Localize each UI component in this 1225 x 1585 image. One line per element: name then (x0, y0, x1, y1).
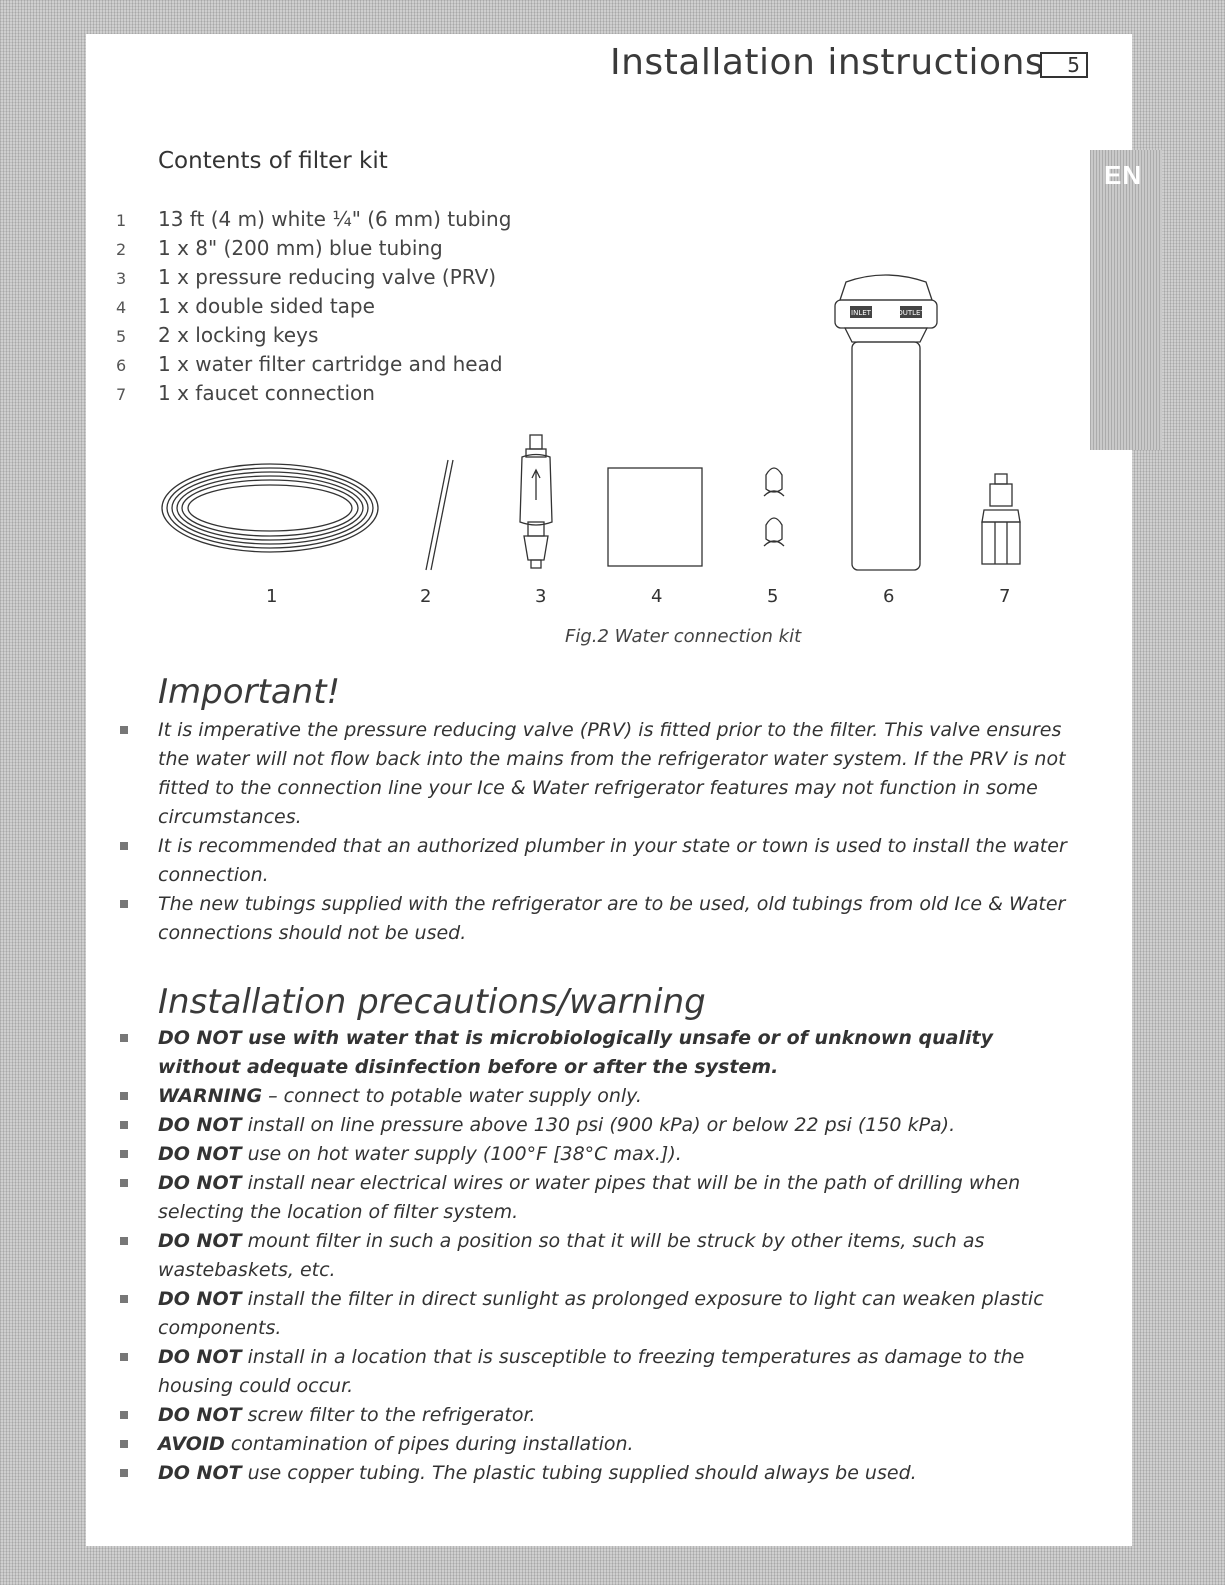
bullet-bold-text: AVOID (158, 1433, 225, 1455)
bullet-text: It is imperative the pressure reducing valve (PRV) is fitted prior to the filter. This valve ensures the water will not flow back into the mains from the refrigerator water system. If the PRV is not fitted to the connection line your Ice & Water refrigerator features may not function in some circumstances. (158, 719, 1066, 828)
bullet-icon (120, 842, 128, 850)
list-item (116, 1169, 1046, 1227)
item-text: 1 x pressure reducing valve (PRV) (158, 265, 497, 289)
precautions-bullets (116, 1024, 1046, 1488)
blue-tubing-icon (426, 460, 453, 570)
bullet-text: install the filter in direct sunlight as prolonged exposure to light can weaken plastic components. (158, 1288, 1044, 1339)
item-number: 7 (116, 385, 127, 404)
bullet-icon (120, 1237, 128, 1245)
bullet-bold-text: DO NOT (158, 1288, 242, 1310)
figure-caption: Fig.2 Water connection kit (565, 626, 802, 647)
bullet-text: contamination of pipes during installation. (224, 1433, 634, 1455)
figure-number: 7 (999, 586, 1011, 607)
bullet-icon (120, 1179, 128, 1187)
bullet-text: install near electrical wires or water pipes that will be in the path of drilling when selecting the location of filter system. (158, 1172, 1021, 1223)
bullet-text: screw filter to the refrigerator. (241, 1404, 536, 1426)
item-text: 1 x faucet connection (158, 381, 375, 405)
list-item (116, 1024, 1046, 1082)
bullet-text: mount filter in such a position so that it will be struck by other items, such as wastebaskets, etc. (158, 1230, 985, 1281)
language-side-tab (1090, 150, 1162, 450)
figure-number: 2 (420, 586, 432, 607)
bullet-bold-text: DO NOT use with water that is microbiologically unsafe or of unknown quality without adequate disinfection before or after the system. (158, 1027, 993, 1078)
precautions-heading: Installation precautions/warning (158, 982, 706, 1022)
list-item (116, 1140, 1046, 1169)
page-number: 5 (1040, 52, 1088, 78)
bullet-bold-text: DO NOT (158, 1114, 242, 1136)
bullet-icon (120, 1411, 128, 1419)
list-item (116, 1459, 1046, 1488)
bullet-icon (120, 1150, 128, 1158)
bullet-icon (120, 1121, 128, 1129)
bullet-text: use copper tubing. The plastic tubing supplied should always be used. (241, 1462, 917, 1484)
bullet-bold-text: DO NOT (158, 1172, 242, 1194)
list-item (116, 1227, 1046, 1285)
bullet-bold-text: DO NOT (158, 1143, 242, 1165)
bullet-text: The new tubings supplied with the refrigerator are to be used, old tubings from old Ice & Water connections should not be used. (158, 893, 1066, 944)
water-filter-cartridge-icon (835, 275, 937, 570)
filter-head-labels (850, 306, 925, 318)
list-item (116, 1430, 1046, 1459)
page-title: Installation instructions (610, 42, 1045, 83)
list-item (116, 1082, 1046, 1111)
list-item (116, 234, 511, 263)
list-item (116, 832, 1076, 890)
list-item (116, 1401, 1046, 1430)
pressure-reducing-valve-icon (520, 435, 552, 568)
item-number: 5 (116, 327, 127, 346)
important-heading: Important! (158, 672, 341, 712)
bullet-icon (120, 1092, 128, 1100)
list-item (116, 716, 1076, 832)
bullet-text: – connect to potable water supply only. (262, 1085, 642, 1107)
bullet-text: use on hot water supply (100°F [38°C max.]). (241, 1143, 682, 1165)
bullet-bold-text: DO NOT (158, 1404, 242, 1426)
figure-number: 3 (535, 586, 547, 607)
item-text: 13 ft (4 m) white ¼" (6 mm) tubing (158, 207, 512, 231)
bullet-bold-text: DO NOT (158, 1346, 242, 1368)
figure-number: 1 (266, 586, 278, 607)
water-connection-kit-illustration (150, 260, 1050, 605)
item-text: 2 x locking keys (158, 323, 319, 347)
item-number: 6 (116, 356, 127, 375)
bullet-icon (120, 1295, 128, 1303)
item-text: 1 x double sided tape (158, 294, 375, 318)
list-item (116, 890, 1076, 948)
figure-number: 4 (651, 586, 663, 607)
outlet-label: OUTLET (897, 309, 925, 317)
item-number: 1 (116, 211, 127, 230)
locking-keys-icon (764, 468, 784, 546)
list-item (116, 1111, 1046, 1140)
item-text: 1 x water filter cartridge and head (158, 352, 503, 376)
item-number: 2 (116, 240, 127, 259)
important-bullets (116, 716, 1076, 948)
contents-title: Contents of filter kit (158, 148, 388, 174)
bullet-icon (120, 1034, 128, 1042)
figure-number: 6 (883, 586, 895, 607)
bullet-icon (120, 1353, 128, 1361)
bullet-bold-text: DO NOT (158, 1462, 242, 1484)
list-item (116, 1343, 1046, 1401)
bullet-icon (120, 900, 128, 908)
inlet-label: INLET (851, 309, 871, 317)
figure-part-numbers (0, 586, 1225, 612)
bullet-icon (120, 1469, 128, 1477)
bullet-bold-text: DO NOT (158, 1230, 242, 1252)
bullet-text: install on line pressure above 130 psi (900 kPa) or below 22 psi (150 kPa). (241, 1114, 956, 1136)
figure-number: 5 (767, 586, 779, 607)
faucet-connection-icon (982, 474, 1020, 564)
list-item (116, 1285, 1046, 1343)
coiled-tubing-icon (162, 464, 378, 552)
item-number: 3 (116, 269, 127, 288)
bullet-text: install in a location that is susceptible to freezing temperatures as damage to the housing could occur. (158, 1346, 1025, 1397)
list-item (116, 205, 511, 234)
double-sided-tape-icon (608, 468, 702, 566)
bullet-bold-text: WARNING (158, 1085, 263, 1107)
language-tab-label: EN (1104, 160, 1143, 190)
item-number: 4 (116, 298, 127, 317)
item-text: 1 x 8" (200 mm) blue tubing (158, 236, 443, 260)
bullet-icon (120, 1440, 128, 1448)
bullet-icon (120, 726, 128, 734)
bullet-text: It is recommended that an authorized plumber in your state or town is used to install the water connection. (158, 835, 1067, 886)
